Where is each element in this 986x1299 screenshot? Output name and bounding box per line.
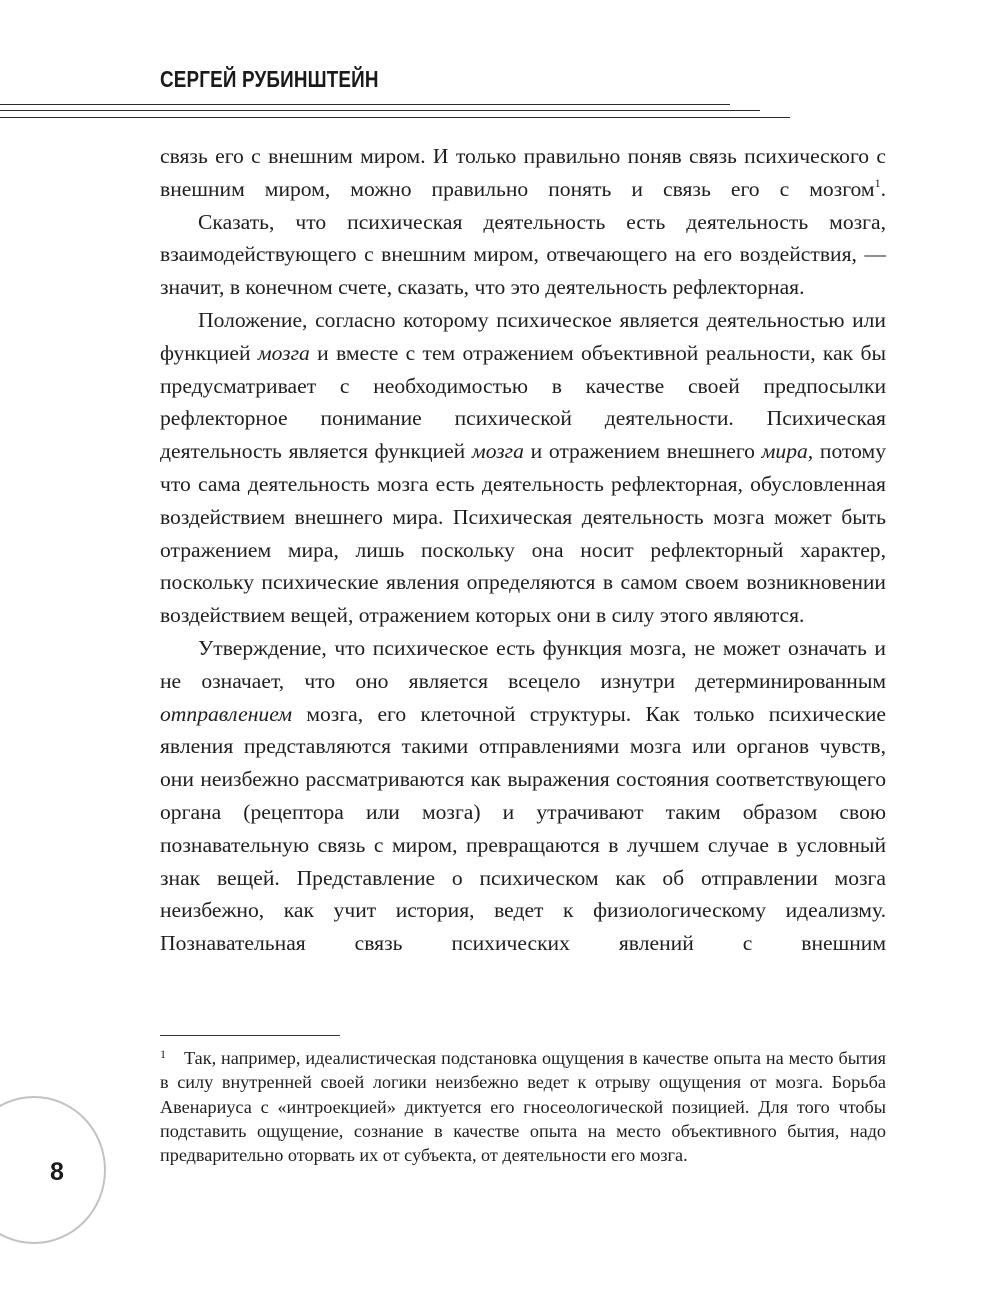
header-rule-1 (0, 104, 730, 105)
paragraph-2: Сказать, что психическая деятельность есть деятельность мозга, взаимодействующего с внешним миром, отвечающего на его воздействия, — значит, в конечном счете, сказать, что это деятельность рефлекторная. (160, 209, 886, 300)
page-number: 8 (50, 1158, 64, 1186)
footnote-separator (160, 1035, 340, 1036)
emphasis-otpravleniem: отправлением (160, 701, 293, 726)
footnote (160, 1042, 886, 1167)
paragraph-3-text-1: Положение, согласно которому психическое является деятельностью или функцией (160, 307, 886, 365)
paragraph-4 (160, 632, 886, 960)
emphasis-mozga-2: мозга (471, 439, 524, 464)
paragraph-3 (160, 304, 886, 632)
header-rule-2 (0, 110, 760, 111)
emphasis-mira: мира, (761, 439, 814, 464)
header-rule-3 (0, 117, 790, 118)
paragraph-3-text-4: потому что сама деятельность мозга есть деятельность рефлекторная, обусловленная воздействием внешнего мира. Психическая деятельность мозга может быть отражением мира, лишь поскольку она носит рефлекторный характер, поскольку психические явления определяются в самом своем возникновении воздействием вещей, отражением которых они в силу этого являются. (160, 439, 886, 628)
paragraph-3-text-3: и отражением внешнего (523, 439, 762, 464)
footnote-text: Так, например, идеалистическая подстановка ощущения в качестве опыта на место бытия в силу внутренней своей логики неизбежно ведет к отрыву ощущения от мозга. Борьба Авенариуса с «интроекцией» диктуется его гносеологической позицией. Для того чтобы подставить ощущение, сознание в качестве опыта на место объективного бытия, надо предварительно оторвать их от субъекта, от деятельности его мозга. (160, 1048, 886, 1166)
footnote-number: 1 (160, 1047, 166, 1061)
paragraph-4-text-2: мозга, его клеточной структуры. Как только психические явления представляются такими отправлениями мозга или органов чувств, они неизбежно рассматриваются как выражения состояния соответствующего органа (рецептора или мозга) и утрачивают таким образом свою познавательную связь с миром, превращаются в лучшем случае в условный знак вещей. Представление о психическом как об отправлении мозга неизбежно, как учит история, ведет к физиологическому идеализму. Познавательная связь психических явлений с внешним (160, 701, 886, 956)
paragraph-4-text-1: Утверждение, что психическое есть функция мозга, не может означать и не означает, что оно является всецело изнутри детерминированным (160, 635, 886, 693)
paragraph-1: связь его с внешним миром. И только правильно поняв связь психического с внешним миром, можно правильно понять и связь его с мозгом$^1$. (160, 144, 886, 201)
emphasis-mozga-1: мозга (257, 340, 310, 365)
paragraph-1-text: связь его с внешним миром. И только правильно поняв связь психического с внешним миром, можно правильно понять и связь его с мозгом (160, 144, 886, 201)
footnote-reference: 1 (874, 175, 881, 190)
paragraph-3-text-2: и вместе с тем отражением объективной реальности, как бы предусматривает с необходимостью в качестве своей предпосылки рефлекторное понимание психической деятельности. Психическая деятельность является функцией (160, 340, 887, 464)
running-header-author: СЕРГЕЙ РУБИНШТЕЙН (160, 66, 379, 92)
main-text (160, 140, 886, 960)
